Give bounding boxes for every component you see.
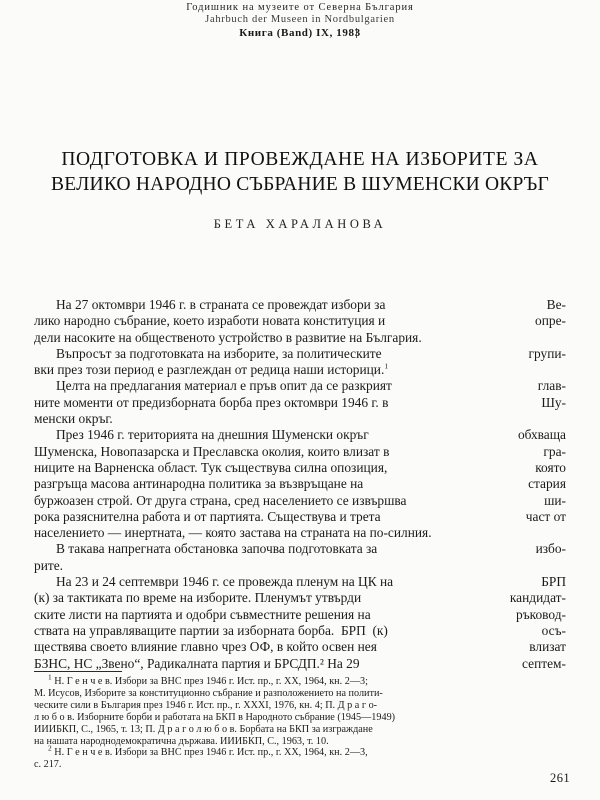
body-line-tail: Шу- xyxy=(541,394,566,410)
footnote-line xyxy=(34,724,568,736)
body-line xyxy=(34,558,566,574)
body-line-text: рока разяснителна работа и от партията. Съществува и трета xyxy=(34,508,381,524)
body-paragraph xyxy=(34,574,566,672)
body-line-tail: групи- xyxy=(528,345,566,361)
footnote-line-text: л ю б о в. Изборните борби и работата на БКП в Народното събрание (1945—1949) xyxy=(34,711,396,723)
body-line-tail: глав- xyxy=(537,378,566,394)
body-line-text: На 23 и 24 септември 1946 г. се провежда пленум на ЦК на xyxy=(56,574,394,590)
footnote-line-text: $^1$ Н. Г е н ч е в. Избори за ВНС през 1946 г. Ист. пр., г. XX, 1964, кн. 2—3; xyxy=(48,672,368,687)
body-line-text: Целта на предлагания материал е пръв опит да се разкрият xyxy=(56,378,392,394)
body-line xyxy=(34,476,566,492)
body-line-tail: БРП xyxy=(541,574,566,590)
body-line-text: БЗНС, НС „Звено“, Радикалната партия и БРСДП.² На 29 xyxy=(34,655,360,671)
body-line-text: населението — инертната, — която застава на страната на по-силния. xyxy=(34,525,432,541)
body-line-text: (к) за тактиката по време на изборите. Пленумът утвърди xyxy=(34,590,362,606)
body-line xyxy=(34,623,566,639)
body-line-tail: част от xyxy=(525,508,566,524)
footnote-line-text: ИИИБКП, С., 1965, т. 13; П. Д р а г о л ю б о в. Борбата на БКП за изграждане xyxy=(34,723,373,735)
body-line xyxy=(34,525,566,541)
volume-year-prefix: Книга (Band) IX, 198 xyxy=(239,26,355,39)
footnote-marker: 1 xyxy=(48,672,52,682)
body-line-text: ствата на управляващите партии за изборната борба. БРП (к) xyxy=(34,622,388,638)
body-line xyxy=(34,395,566,411)
body-line-text: Въпросът за подготовката на изборите, за политическите xyxy=(56,345,382,361)
body-line-tail: осъ- xyxy=(541,622,566,638)
article-title-line-1: ПОДГОТОВКА И ПРОВЕЖДАНЕ НА ИЗБОРИТЕ ЗА xyxy=(61,149,539,170)
body-line xyxy=(34,509,566,525)
footnote xyxy=(34,744,568,771)
body-line xyxy=(34,541,566,557)
body-paragraph xyxy=(34,346,566,379)
footnote-line xyxy=(34,712,568,724)
footnote-line xyxy=(34,672,568,688)
footnote-line xyxy=(34,700,568,712)
article-author: БЕТА ХАРАЛАНОВА xyxy=(213,217,387,231)
body-line-text: вки през този период е разглеждан от редица наши историци.$^1$ xyxy=(34,361,389,378)
body-line xyxy=(34,362,566,378)
body-line-tail: гра- xyxy=(543,443,566,459)
body-line-text: лико народно събрание, което изработи новата конституция и xyxy=(34,313,386,329)
body-line xyxy=(34,460,566,476)
body-line-text: менски окръг. xyxy=(34,411,113,427)
footnote-line-text: на нашата народнодемократична държава. ИИИБКП, С., 1963, т. 10. xyxy=(34,735,329,747)
footnote-reference-marker: 1 xyxy=(384,361,389,371)
body-paragraph xyxy=(34,297,566,346)
body-line-text: ните моменти от предизборната борба през октомври 1946 г. в xyxy=(34,394,389,410)
footnote-line-text: с. 217. xyxy=(34,759,62,771)
body-line xyxy=(34,656,566,672)
body-line xyxy=(34,590,566,606)
body-line xyxy=(34,607,566,623)
body-paragraph xyxy=(34,378,566,427)
body-line xyxy=(34,493,566,509)
article-title-line-2: ВЕЛИКО НАРОДНО СЪБРАНИЕ В ШУМЕНСКИ ОКРЪГ xyxy=(51,173,549,195)
body-line xyxy=(34,313,566,329)
body-line-tail: септем- xyxy=(522,655,566,671)
footnote-marker: 2 xyxy=(48,744,52,754)
body-line-text: разгръща масова антинародна политика за възвръщане на xyxy=(34,476,364,492)
body-line-tail: ръковод- xyxy=(516,606,566,622)
body-line-text: ските листи на партията и одобри съвместните решения на xyxy=(34,606,371,622)
body-line xyxy=(34,444,566,460)
body-paragraph xyxy=(34,427,566,541)
body-line-text: рите. xyxy=(34,557,64,573)
running-head xyxy=(0,2,600,39)
body-line-tail: влизат xyxy=(529,639,566,655)
body-line xyxy=(34,639,566,655)
body-line xyxy=(34,330,566,346)
footnote xyxy=(34,672,568,747)
running-head-volume-year xyxy=(0,27,600,39)
body-line-tail: кандидат- xyxy=(509,590,566,606)
article-title xyxy=(0,148,600,198)
body-line-tail: обхваща xyxy=(517,427,566,443)
body-line xyxy=(34,297,566,313)
footnote-line xyxy=(34,744,568,759)
body-line-text: дели насоките на общественото устройство в развитие на България. xyxy=(34,329,422,345)
footnote-line-text: $^2$ Н. Г е н ч е в. Избори за ВНС през 1946 г. Ист. пр., г. XX, 1964, кн. 2—3, xyxy=(48,744,368,759)
body-line-text: Шуменска, Новопазарска и Преславска околия, които влизат в xyxy=(34,443,390,459)
footnote-line xyxy=(34,736,568,748)
body-line xyxy=(34,378,566,394)
footnote-line-text: М. Исусов, Изборите за конституционно събрание и разположението на полити- xyxy=(34,687,383,699)
body-line-text: На 27 октомври 1946 г. в страната се провеждат избори за xyxy=(56,297,386,312)
body-paragraph xyxy=(34,541,566,574)
body-line xyxy=(34,427,566,443)
footnote-line xyxy=(34,759,568,771)
body-line-text: В такава напрегната обстановка започва подготовката за xyxy=(56,541,378,557)
body-line-text: буржоазен строй. От друга страна, сред населението се извършва xyxy=(34,492,407,508)
body-line-tail: Ве- xyxy=(546,297,566,312)
page-number: 261 xyxy=(550,771,570,785)
article-body xyxy=(34,297,566,672)
footnote-line-text: ческите сили в България през 1946 г. Ист. пр., г. XXXI, 1976, кн. 4; П. Д р а г о- xyxy=(34,699,378,711)
body-line-text: През 1946 г. територията на днешния Шуменски окръг xyxy=(56,427,369,443)
footnotes-block xyxy=(34,672,568,771)
body-line-text: ществява своето влияние главно чрез ОФ, в който освен нея xyxy=(34,639,377,655)
overstruck-digit: 3 xyxy=(354,26,361,39)
body-line-tail: опре- xyxy=(535,313,566,329)
body-line-tail: избо- xyxy=(535,541,566,557)
body-line-tail: която xyxy=(535,459,566,475)
running-head-line-bulgarian: Годишник на музеите от Северна България xyxy=(186,2,414,13)
body-line-tail: ши- xyxy=(544,492,566,508)
footnote-line xyxy=(34,688,568,700)
body-line xyxy=(34,346,566,362)
body-line xyxy=(34,411,566,427)
running-head-line-german: Jahrbuch der Museen in Nordbulgarien xyxy=(205,13,395,25)
body-line xyxy=(34,574,566,590)
body-line-text: ниците на Варненска област. Тук съществува силна опозиция, xyxy=(34,459,388,475)
body-line-tail: стария xyxy=(528,476,566,492)
